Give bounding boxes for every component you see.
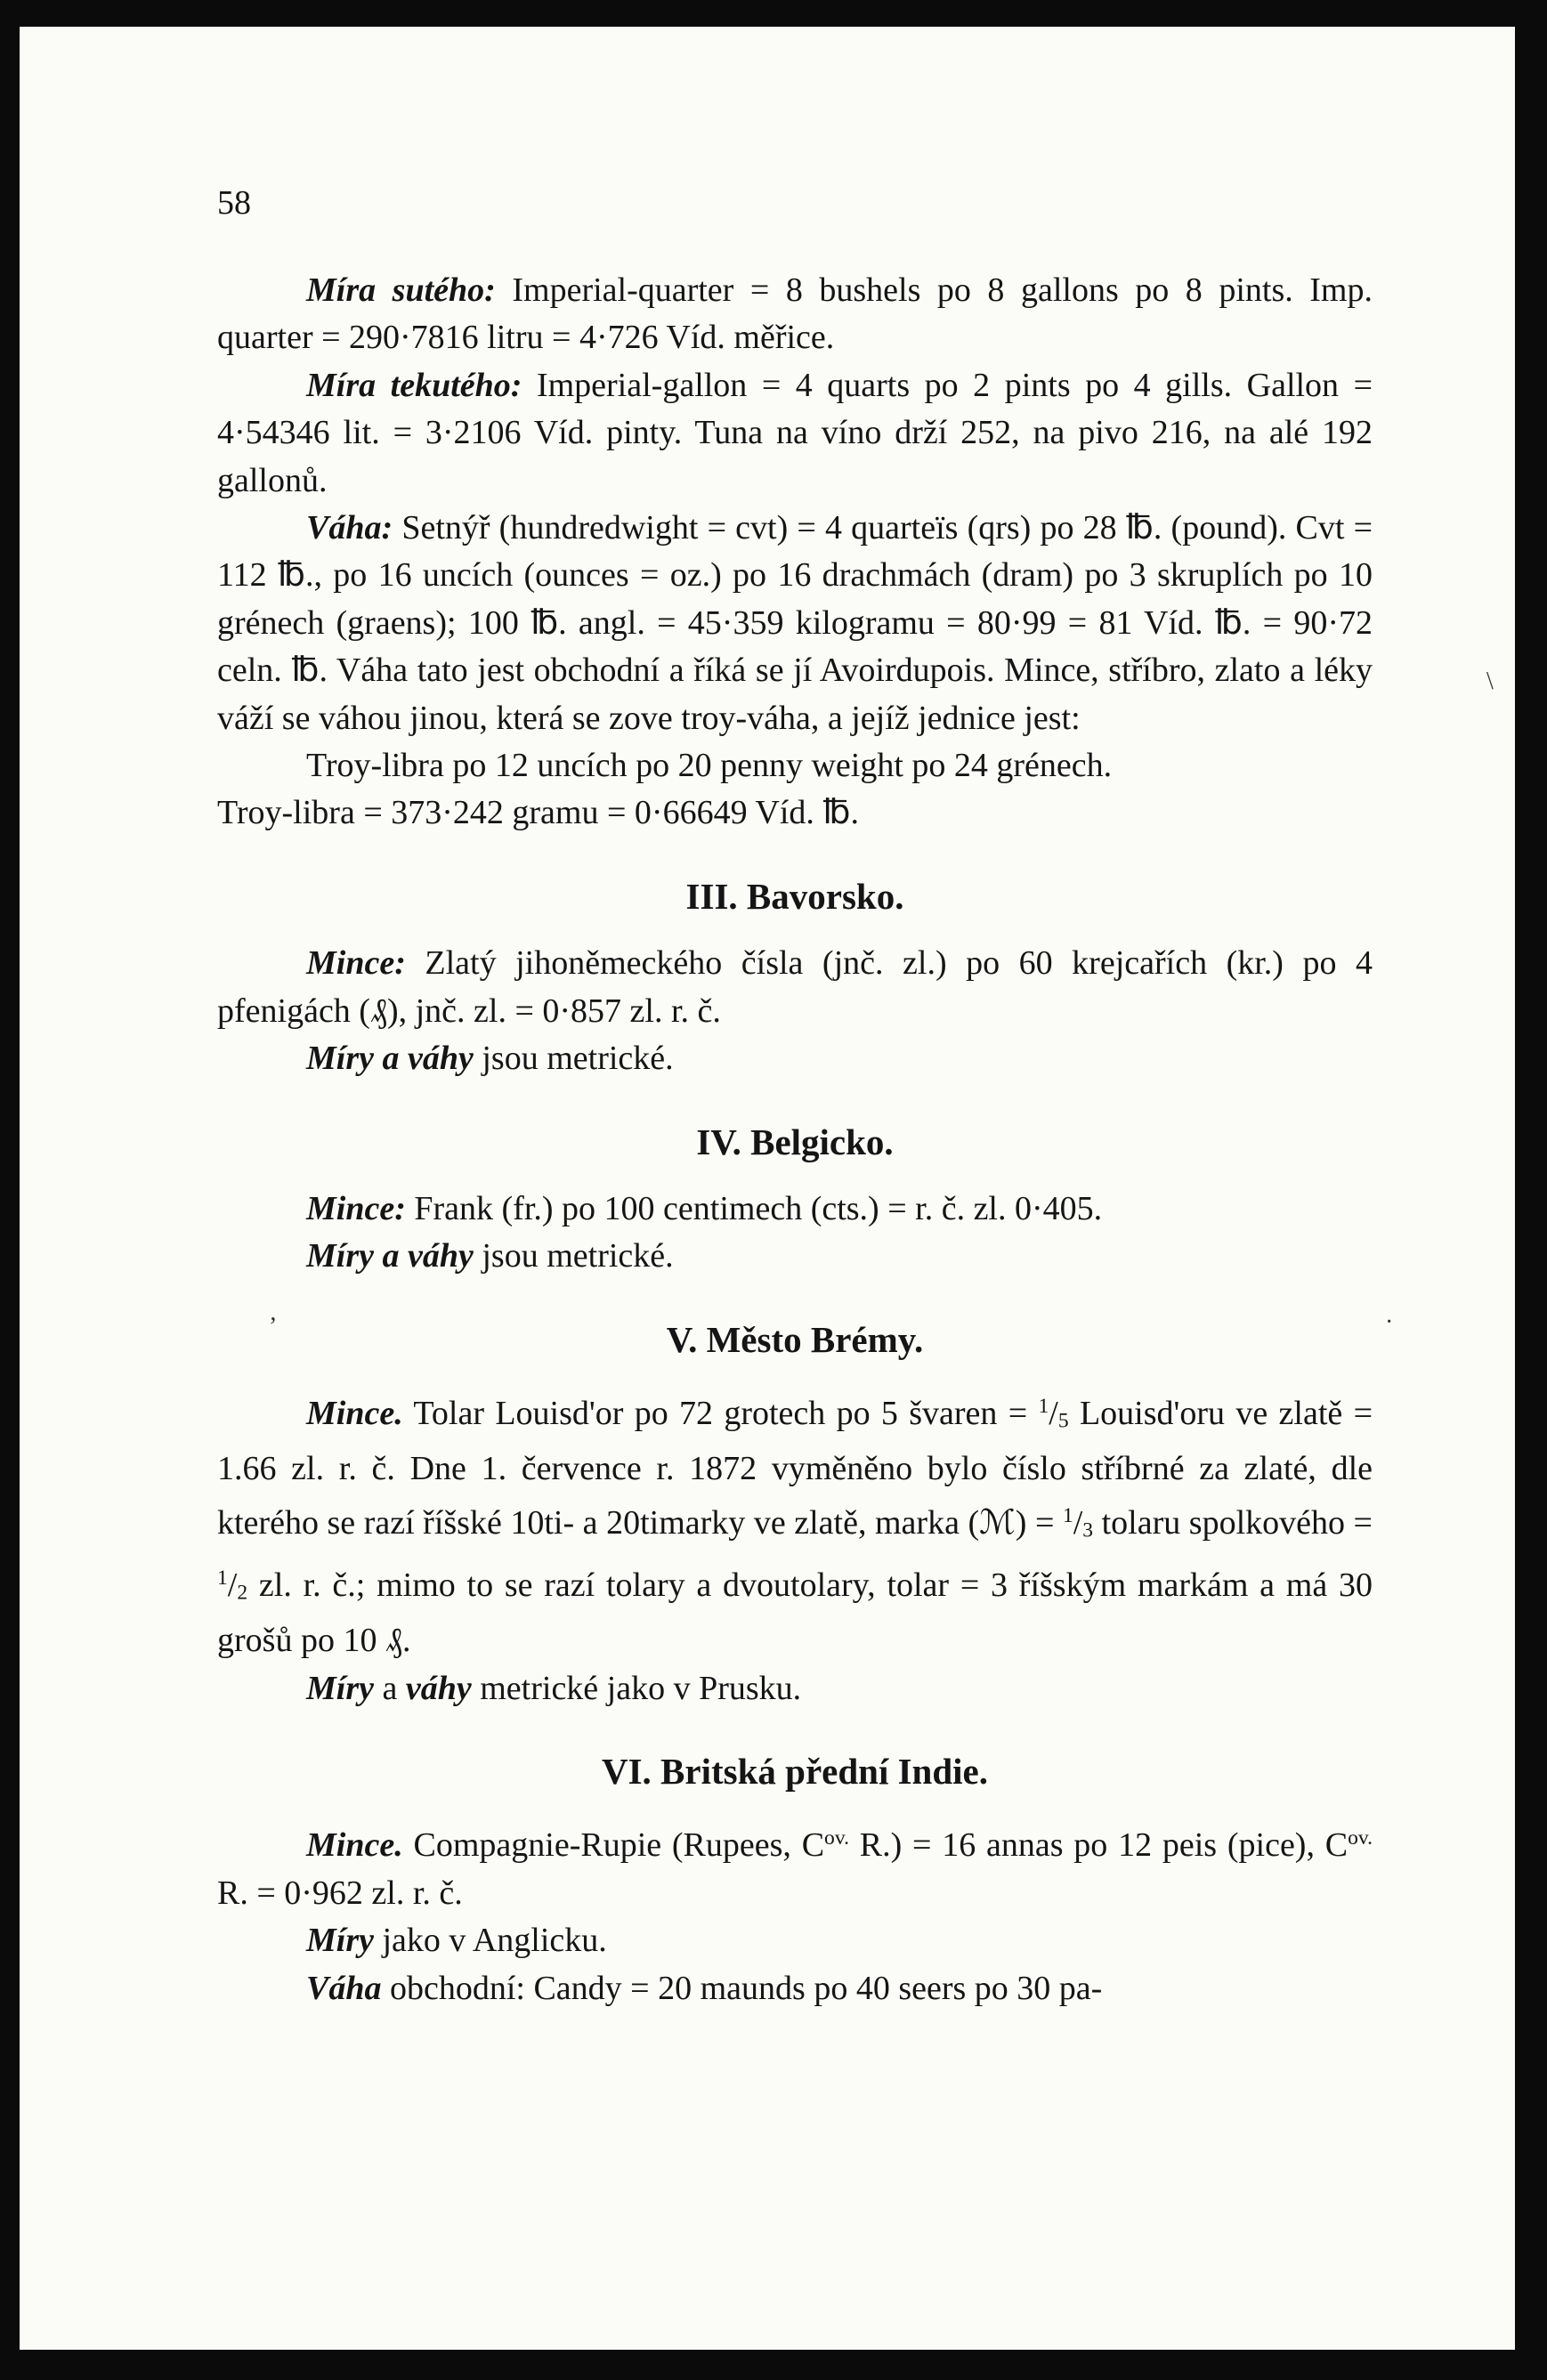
print-speck: ʼ [269,1313,278,1340]
section-heading-india: VI. Britská přední Indie. [601,1751,988,1793]
uk-dry-measure-paragraph [217,267,1373,362]
uk-dry-measure-label: Míra sutého: [306,271,496,309]
uk-weight-text: Setnýř (hundredwight = cvt) = 4 quarteïs (qrs) po 28 ℔. (pound). Cvt = 112 ℔., po 16 uncích (ounces = oz.) po 16 drachmách (dram) po 3 skruplích po 10 grénech (graens); 100 ℔. angl. = 45·359 kilogramu = 80·99 = 81 Víd. ℔. = 90·72 celn. ℔. Váha tato jest obchodní a říká se jí Avoirdupois. Mince, stříbro, zlato a léky váží se váhou jinou, která se zove troy-váha, a jejíž jednice jest: [217,509,1373,737]
uk-liquid-measure-label: Míra tekutého: [306,366,522,404]
bavaria-measures-text: jsou metrické. [482,1040,674,1078]
uk-dry-measure-text: Imperial-quarter = 8 bushels po 8 gallons po 8 pints. Imp. quarter = 290·7816 litru = 4·726 Víd. měřice. [217,271,1373,357]
bremen-coins-text-4: zl. r. č.; mimo to se razí tolary a dvoutolary, tolar = 3 říšským markám a má 30 grošů po 10 ₰. [217,1566,1373,1660]
bremen-measures-paragraph [217,1665,1373,1712]
print-speck: \ [1486,668,1494,695]
bremen-coins-text-2: Louisd'oru ve zlatě = 1.66 zl. r. č. Dne 1. července r. 1872 vyměněno bylo číslo stříbrné za zlaté, dle kterého se razí říšské 10ti- a 20timarky ve zlatě, marka (ℳ) = [217,1395,1373,1542]
india-measures-paragraph [217,1917,1373,1964]
section-heading-bremen: V. Město Brémy. [666,1318,924,1360]
bremen-coins-text-3: tolaru spolkového = [1101,1504,1373,1542]
uk-weight-label: Váha: [306,509,393,547]
india-coins-text-2: R.) = 16 annas po 12 peis (pice), C [859,1826,1349,1865]
india-coins-text-1: Compagnie-Rupie (Rupees, C [413,1826,825,1865]
bavaria-measures-paragraph [217,1035,1373,1082]
india-coins-text-3: R. = 0·962 zl. r. č. [217,1874,463,1912]
bremen-coins-text-1: Tolar Louisd'or po 72 grotech po 5 švaren = [413,1395,1028,1433]
india-weight-label: Váha [306,1969,382,2007]
superscript-ov-2: ov. [1348,1826,1373,1850]
page-content [217,267,1373,2012]
india-coins-paragraph [217,1815,1373,1917]
belgium-measures-text: jsou metrické. [482,1237,674,1275]
uk-weight-paragraph [217,505,1373,742]
superscript-ov: ov. [824,1826,849,1850]
section-heading-belgium: IV. Belgicko. [696,1121,894,1162]
bremen-coins-label: Mince. [306,1395,403,1433]
bavaria-coins-text: Zlatý jihoněmeckého čísla (jnč. zl.) po 60 krejcařích (kr.) po 4 pfenigách (₰), jnč. zl. = 0·857 zl. r. č. [217,944,1373,1030]
india-weight-text: obchodní: Candy = 20 maunds po 40 seers po 30 pa- [389,1969,1103,2007]
bremen-measures-conjunction: a [382,1669,398,1707]
bremen-measures-text: metrické jako v Prusku. [480,1669,802,1707]
fraction-one-fifth: $^1$/5 [1038,1395,1069,1433]
bremen-coins-paragraph [217,1383,1373,1664]
bavaria-coins-paragraph [217,940,1373,1035]
fraction-one-third: $^1$/3 [1062,1504,1094,1542]
india-measures-text: jako v Anglicku. [382,1922,607,1960]
print-speck: · [1385,1308,1394,1336]
india-weight-paragraph [217,1965,1373,2012]
bremen-measures-label: Míry [306,1669,374,1707]
bavaria-measures-label: Míry a váhy [306,1040,474,1078]
india-coins-label: Mince. [306,1826,403,1865]
india-measures-label: Míry [306,1922,374,1960]
uk-liquid-measure-text: Imperial-gallon = 4 quarts po 2 pints po 4 gills. Gallon = 4·54346 lit. = 3·2106 Víd. pinty. Tuna na víno drží 252, na pivo 216, na alé 192 gallonů. [217,366,1373,499]
fraction-one-half: $^1$/2 [217,1566,248,1605]
belgium-coins-text: Frank (fr.) po 100 centimech (cts.) = r. č. zl. 0·405. [414,1189,1103,1227]
belgium-coins-paragraph [217,1186,1373,1233]
bavaria-coins-label: Mince: [306,944,406,983]
belgium-measures-label: Míry a váhy [306,1237,474,1275]
book-page [20,27,1515,2350]
page-number: 58 [217,184,251,222]
belgium-coins-label: Mince: [306,1189,406,1227]
uk-liquid-measure-paragraph [217,362,1373,505]
bremen-measures-label-2: váhy [405,1669,472,1707]
troy-definition: Troy-libra po 12 uncích po 20 penny weight po 24 grénech. [306,747,1113,785]
section-heading-bavaria: III. Bavorsko. [685,875,904,917]
troy-equivalence: Troy-libra = 373·242 gramu = 0·66649 Víd. ℔. [217,794,859,832]
belgium-measures-paragraph [217,1233,1373,1280]
